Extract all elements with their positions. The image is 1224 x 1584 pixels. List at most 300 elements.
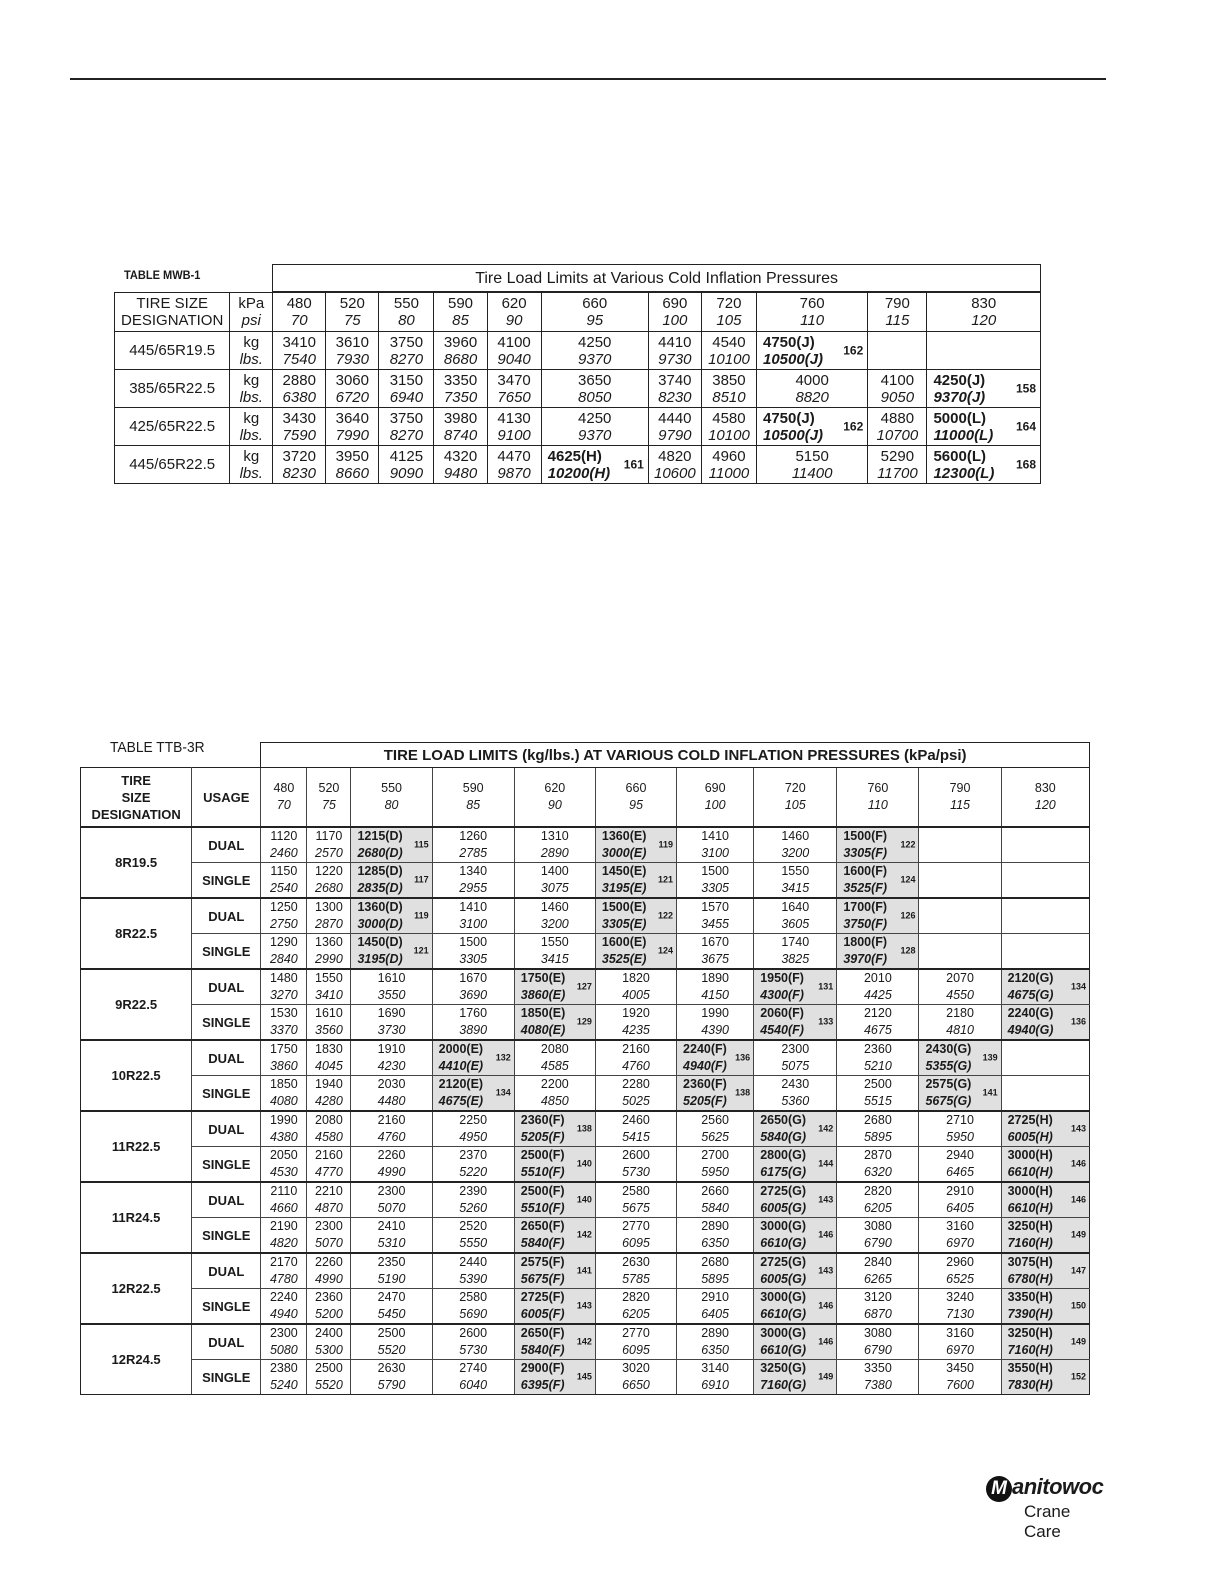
load-lbs: 2870 bbox=[315, 917, 343, 931]
pressure-kpa: 590 bbox=[462, 781, 484, 795]
load-kg: 2200 bbox=[540, 1077, 569, 1091]
mwb-pressure-header bbox=[326, 292, 379, 332]
load-lbs: 3270 bbox=[269, 988, 298, 1002]
pressure-psi: 120 bbox=[1034, 798, 1056, 812]
load-lbs: 9870 bbox=[497, 464, 531, 482]
ttb-load-cell bbox=[595, 1360, 676, 1395]
load-lbs: 10500(J) bbox=[763, 350, 824, 368]
load-kg: 2410 bbox=[377, 1219, 406, 1233]
ttb-load-cell bbox=[261, 898, 307, 934]
ttb-load-cell bbox=[677, 863, 754, 899]
load-lbs: 7650 bbox=[497, 388, 531, 406]
load-lbs: 4675(E) bbox=[438, 1094, 484, 1108]
pressure-psi: 80 bbox=[398, 312, 415, 329]
header-label-designation: DESIGNATION bbox=[91, 806, 181, 822]
load-lbs: 3100 bbox=[459, 917, 488, 931]
load-lbs: 4410(E) bbox=[438, 1059, 484, 1073]
ttb-rated-load-cell bbox=[351, 863, 432, 899]
load-lbs: 6005(G) bbox=[760, 1272, 807, 1286]
load-lbs: 4540(F) bbox=[760, 1023, 804, 1037]
load-kg: 2680 bbox=[701, 1255, 730, 1269]
load-lbs: 4580 bbox=[315, 1130, 343, 1144]
mwb-load-cell bbox=[868, 408, 927, 446]
ttb-rated-load-cell bbox=[351, 934, 432, 970]
load-index: 142 bbox=[576, 1229, 592, 1240]
load-index: 141 bbox=[982, 1087, 998, 1098]
load-kg: 2240(G) bbox=[1007, 1006, 1054, 1020]
ttb-load-cell bbox=[919, 1360, 1001, 1395]
load-kg: 2240(F) bbox=[683, 1042, 727, 1056]
load-kg: 3000(H) bbox=[1007, 1148, 1053, 1162]
load-kg: 2120(G) bbox=[1007, 971, 1054, 985]
ttb-load-cell bbox=[677, 1324, 754, 1360]
ttb-table-row bbox=[81, 1289, 1090, 1325]
load-lbs: 8740 bbox=[443, 426, 478, 444]
load-lbs: 5070 bbox=[377, 1201, 406, 1215]
load-kg: 1750 bbox=[269, 1042, 298, 1056]
ttb-rated-load-cell bbox=[514, 1005, 595, 1041]
load-index: 138 bbox=[576, 1123, 592, 1134]
ttb-load-cell bbox=[351, 1218, 432, 1254]
load-lbs: 9100 bbox=[497, 426, 531, 444]
header-label-size: SIZE bbox=[121, 789, 151, 805]
load-kg: 1600(E) bbox=[601, 935, 647, 949]
load-kg: 2190 bbox=[269, 1219, 298, 1233]
load-kg: 3430 bbox=[282, 409, 316, 427]
load-index: 141 bbox=[576, 1265, 592, 1276]
pressure-psi: 115 bbox=[885, 312, 910, 329]
load-lbs: 6610(H) bbox=[1007, 1165, 1053, 1179]
load-lbs: 8820 bbox=[795, 388, 829, 406]
load-lbs: 10700 bbox=[876, 426, 919, 444]
load-lbs: 5675(G) bbox=[925, 1094, 972, 1108]
ttb-rated-load-cell bbox=[514, 1324, 595, 1360]
load-lbs: 5730 bbox=[459, 1343, 488, 1357]
load-lbs: 7390(H) bbox=[1007, 1307, 1053, 1321]
ttb-table-row bbox=[81, 827, 1090, 863]
mwb-rated-load-cell bbox=[927, 446, 1041, 484]
load-kg: 3250(H) bbox=[1007, 1219, 1053, 1233]
load-lbs: 5075 bbox=[781, 1059, 810, 1073]
ttb-load-cell bbox=[919, 1147, 1001, 1183]
load-kg: 2360 bbox=[863, 1042, 892, 1056]
mwb-tire-size: 445/65R19.5 bbox=[115, 332, 230, 370]
load-kg: 1290 bbox=[269, 935, 298, 949]
ttb-rated-load-cell bbox=[1001, 1111, 1089, 1147]
ttb-load-cell bbox=[837, 1005, 919, 1041]
ttb-load-cell bbox=[595, 1289, 676, 1325]
load-lbs: 5355(G) bbox=[925, 1059, 972, 1073]
ttb-pressure-header bbox=[514, 768, 595, 828]
ttb-load-cell bbox=[754, 1076, 837, 1112]
load-kg: 2725(G) bbox=[760, 1184, 807, 1198]
ttb-load-cell bbox=[754, 898, 837, 934]
mwb-load-cell bbox=[757, 370, 868, 408]
load-kg: 2280 bbox=[622, 1077, 650, 1091]
load-kg: 2250 bbox=[459, 1113, 488, 1127]
mwb-load-cell bbox=[434, 408, 487, 446]
ttb-table-row bbox=[81, 898, 1090, 934]
ttb-load-cell bbox=[261, 969, 307, 1005]
load-lbs: 4940(F) bbox=[683, 1059, 727, 1073]
pressure-kpa: 720 bbox=[716, 295, 742, 312]
load-kg: 2350 bbox=[377, 1255, 406, 1269]
header-label-tire: TIRE bbox=[121, 772, 151, 788]
load-lbs: 5205(F) bbox=[683, 1094, 727, 1108]
load-index: 124 bbox=[658, 945, 674, 956]
load-kg: 4470 bbox=[497, 447, 531, 465]
load-lbs: 3560 bbox=[315, 1023, 343, 1037]
ttb-usage: SINGLE bbox=[192, 1218, 261, 1254]
load-index: 164 bbox=[1015, 419, 1036, 433]
load-kg: 2360(F) bbox=[520, 1113, 565, 1127]
pressure-kpa: 620 bbox=[544, 781, 566, 795]
load-lbs: 9040 bbox=[497, 350, 531, 368]
load-kg: 2080 bbox=[315, 1113, 343, 1127]
unit-kg: kg bbox=[243, 333, 260, 351]
ttb-load-cell bbox=[307, 1360, 351, 1395]
ttb-usage: DUAL bbox=[192, 1324, 261, 1360]
ttb-load-cell bbox=[307, 934, 351, 970]
load-lbs: 3305 bbox=[701, 881, 730, 895]
load-kg: 2500 bbox=[377, 1326, 406, 1340]
load-kg: 3075(H) bbox=[1007, 1255, 1053, 1269]
load-kg: 2080 bbox=[540, 1042, 569, 1056]
mwb-load-cell bbox=[326, 370, 379, 408]
ttb-load-cell bbox=[261, 1324, 307, 1360]
load-lbs: 6205 bbox=[622, 1307, 650, 1321]
load-lbs: 6095 bbox=[622, 1236, 650, 1250]
pressure-kpa: 690 bbox=[704, 781, 726, 795]
mwb-load-cell bbox=[326, 332, 379, 370]
load-kg: 3720 bbox=[282, 447, 316, 465]
load-index: 147 bbox=[1070, 1265, 1086, 1276]
load-kg: 1570 bbox=[701, 900, 730, 914]
load-kg: 4750(J) bbox=[763, 333, 815, 351]
load-index: 146 bbox=[818, 1336, 834, 1347]
load-kg: 2840 bbox=[863, 1255, 892, 1269]
load-lbs: 6265 bbox=[863, 1272, 892, 1286]
ttb-load-cell bbox=[1001, 898, 1089, 934]
load-lbs: 3890 bbox=[459, 1023, 488, 1037]
ttb-load-cell bbox=[432, 827, 514, 863]
load-lbs: 6405 bbox=[701, 1307, 730, 1321]
ttb-load-cell bbox=[677, 1289, 754, 1325]
load-kg: 2680 bbox=[863, 1113, 892, 1127]
load-kg: 3000(G) bbox=[760, 1290, 807, 1304]
ttb-table-row bbox=[81, 863, 1090, 899]
load-index: 142 bbox=[576, 1336, 592, 1347]
load-lbs: 3195(D) bbox=[357, 952, 403, 966]
mwb-load-cell bbox=[701, 332, 756, 370]
load-index: 122 bbox=[658, 910, 674, 921]
load-lbs: 5515 bbox=[863, 1094, 892, 1108]
pressure-psi: 105 bbox=[784, 798, 806, 812]
load-index: 146 bbox=[818, 1229, 834, 1240]
ttb-load-cell bbox=[351, 1076, 432, 1112]
load-kg: 3410 bbox=[282, 333, 316, 351]
table-mwb-1 bbox=[114, 264, 1041, 484]
ttb-table-row bbox=[81, 1040, 1090, 1076]
mwb-title-row bbox=[115, 265, 1041, 293]
load-kg: 4250(J) bbox=[933, 371, 986, 389]
ttb-load-cell bbox=[919, 1218, 1001, 1254]
load-lbs: 8050 bbox=[578, 388, 612, 406]
ttb-load-cell bbox=[351, 1360, 432, 1395]
ttb-rated-load-cell bbox=[754, 969, 837, 1005]
ttb-tire-size: 12R22.5 bbox=[81, 1253, 192, 1324]
load-lbs: 4045 bbox=[315, 1059, 343, 1073]
ttb-load-cell bbox=[677, 1147, 754, 1183]
pressure-kpa: 480 bbox=[286, 295, 312, 312]
load-kg: 1340 bbox=[459, 864, 488, 878]
load-kg: 3470 bbox=[497, 371, 531, 389]
load-kg: 3000(G) bbox=[760, 1219, 807, 1233]
load-lbs: 7540 bbox=[282, 350, 316, 368]
ttb-load-cell bbox=[514, 827, 595, 863]
load-kg: 2360 bbox=[315, 1290, 343, 1304]
load-lbs: 5690 bbox=[459, 1307, 488, 1321]
ttb-rated-load-cell bbox=[432, 1040, 514, 1076]
load-index: 149 bbox=[1070, 1229, 1086, 1240]
ttb-rated-load-cell bbox=[837, 934, 919, 970]
load-kg: 1550 bbox=[781, 864, 810, 878]
ttb-rated-load-cell bbox=[595, 827, 676, 863]
ttb-rated-load-cell bbox=[919, 1076, 1001, 1112]
load-kg: 2820 bbox=[622, 1290, 650, 1304]
load-kg: 2500(F) bbox=[520, 1148, 565, 1162]
load-kg: 3240 bbox=[946, 1290, 974, 1304]
load-kg: 2240 bbox=[269, 1290, 298, 1304]
pressure-kpa: 830 bbox=[971, 295, 997, 312]
load-kg: 3250(G) bbox=[760, 1361, 807, 1375]
load-kg: 2460 bbox=[622, 1113, 650, 1127]
load-index: 132 bbox=[495, 1052, 511, 1063]
unit-lbs: lbs. bbox=[239, 388, 263, 406]
mwb-load-cell bbox=[648, 370, 701, 408]
ttb-load-cell bbox=[432, 1253, 514, 1289]
load-lbs: 3690 bbox=[459, 988, 488, 1002]
mwb-table-row bbox=[115, 408, 1041, 446]
load-kg: 2110 bbox=[270, 1184, 298, 1198]
table-mwb-label: TABLE MWB-1 bbox=[124, 268, 201, 282]
mwb-load-cell bbox=[868, 446, 927, 484]
load-kg: 2880 bbox=[282, 371, 316, 389]
load-lbs: 3000(D) bbox=[357, 917, 403, 931]
load-lbs: 9370(J) bbox=[933, 388, 986, 406]
load-lbs: 6005(H) bbox=[1007, 1130, 1053, 1144]
ttb-rated-load-cell bbox=[754, 1182, 837, 1218]
load-lbs: 9480 bbox=[443, 464, 478, 482]
load-kg: 1360(E) bbox=[601, 829, 647, 843]
mwb-title: Tire Load Limits at Various Cold Inflation Pressures bbox=[273, 265, 1041, 293]
load-kg: 1300 bbox=[315, 900, 343, 914]
load-lbs: 4940(G) bbox=[1007, 1023, 1054, 1037]
load-lbs: 5070 bbox=[315, 1236, 343, 1250]
load-kg: 2725(H) bbox=[1007, 1113, 1053, 1127]
pressure-psi: 105 bbox=[716, 312, 742, 329]
load-lbs: 6350 bbox=[701, 1343, 730, 1357]
pressure-psi: 70 bbox=[290, 312, 308, 329]
pressure-kpa: 550 bbox=[381, 781, 402, 795]
load-kg: 2400 bbox=[315, 1326, 343, 1340]
load-lbs: 11000(L) bbox=[933, 426, 994, 444]
load-lbs: 5260 bbox=[459, 1201, 488, 1215]
load-lbs: 6650 bbox=[622, 1378, 650, 1392]
load-lbs: 5840(F) bbox=[520, 1343, 565, 1357]
load-lbs: 3305(F) bbox=[843, 846, 888, 860]
manitowoc-crane-care-logo bbox=[986, 1474, 1106, 1541]
mwb-pressure-header bbox=[701, 292, 756, 332]
load-lbs: 4080 bbox=[269, 1094, 298, 1108]
load-kg: 1410 bbox=[459, 900, 488, 914]
mwb-corner bbox=[115, 265, 273, 293]
ttb-rated-load-cell bbox=[754, 1111, 837, 1147]
load-lbs: 9370 bbox=[578, 350, 612, 368]
load-lbs: 5510(F) bbox=[520, 1201, 565, 1215]
ttb-load-cell bbox=[432, 898, 514, 934]
load-lbs: 4425 bbox=[863, 988, 892, 1002]
ttb-load-cell bbox=[595, 1040, 676, 1076]
ttb-rated-load-cell bbox=[837, 827, 919, 863]
load-index: 119 bbox=[414, 910, 429, 921]
ttb-load-cell bbox=[261, 1111, 307, 1147]
ttb-table-row bbox=[81, 1076, 1090, 1112]
load-kg: 3550(H) bbox=[1007, 1361, 1053, 1375]
ttb-load-cell bbox=[432, 934, 514, 970]
load-lbs: 10500(J) bbox=[763, 426, 824, 444]
load-lbs: 5895 bbox=[863, 1130, 892, 1144]
load-lbs: 3415 bbox=[540, 952, 569, 966]
ttb-load-cell bbox=[432, 1218, 514, 1254]
ttb-load-cell bbox=[514, 1076, 595, 1112]
load-lbs: 4280 bbox=[315, 1094, 343, 1108]
load-kg: 2260 bbox=[377, 1148, 406, 1162]
ttb-load-cell bbox=[919, 1324, 1001, 1360]
ttb-load-cell bbox=[307, 1324, 351, 1360]
load-lbs: 3605 bbox=[781, 917, 810, 931]
load-lbs: 2840 bbox=[269, 952, 298, 966]
load-kg: 3750 bbox=[389, 409, 424, 427]
load-index: 143 bbox=[818, 1194, 834, 1205]
ttb-table-row bbox=[81, 1218, 1090, 1254]
ttb-load-cell bbox=[351, 1182, 432, 1218]
load-kg: 1120 bbox=[270, 829, 298, 843]
ttb-rated-load-cell bbox=[1001, 969, 1089, 1005]
load-lbs: 3525(F) bbox=[843, 881, 888, 895]
load-kg: 4820 bbox=[658, 447, 692, 465]
ttb-usage: SINGLE bbox=[192, 1076, 261, 1112]
load-lbs: 5240 bbox=[269, 1378, 298, 1392]
ttb-load-cell bbox=[677, 1111, 754, 1147]
mwb-tire-size: 425/65R22.5 bbox=[115, 408, 230, 446]
load-lbs: 6465 bbox=[946, 1165, 974, 1179]
header-label-tire-size: TIRE SIZE bbox=[136, 294, 209, 312]
ttb-tire-size: 8R19.5 bbox=[81, 827, 192, 898]
unit-lbs: lbs. bbox=[239, 426, 263, 444]
ttb-rated-load-cell bbox=[514, 1218, 595, 1254]
load-kg: 3000(H) bbox=[1007, 1184, 1053, 1198]
ttb-load-cell bbox=[677, 898, 754, 934]
load-kg: 2180 bbox=[946, 1006, 974, 1020]
ttb-tire-size: 12R24.5 bbox=[81, 1324, 192, 1395]
load-lbs: 5840(F) bbox=[520, 1236, 565, 1250]
load-lbs: 6350 bbox=[701, 1236, 730, 1250]
ttb-load-cell bbox=[754, 827, 837, 863]
load-lbs: 6970 bbox=[946, 1236, 974, 1250]
load-index: 146 bbox=[818, 1300, 834, 1311]
load-kg: 3350(H) bbox=[1007, 1290, 1053, 1304]
mwb-load-cell bbox=[541, 332, 648, 370]
load-kg: 4580 bbox=[712, 409, 746, 427]
load-kg: 2370 bbox=[459, 1148, 488, 1162]
load-kg: 1500(E) bbox=[601, 900, 647, 914]
load-lbs: 11400 bbox=[791, 464, 833, 482]
load-lbs: 5895 bbox=[701, 1272, 730, 1286]
load-kg: 2030 bbox=[377, 1077, 406, 1091]
load-lbs: 4990 bbox=[315, 1272, 343, 1286]
ttb-load-cell bbox=[351, 969, 432, 1005]
mwb-load-cell bbox=[434, 446, 487, 484]
load-kg: 3950 bbox=[335, 447, 369, 465]
ttb-pressure-header bbox=[261, 768, 307, 828]
ttb-rated-load-cell bbox=[514, 1182, 595, 1218]
load-kg: 1550 bbox=[315, 971, 343, 985]
load-kg: 1760 bbox=[459, 1006, 488, 1020]
load-index: 136 bbox=[1070, 1016, 1086, 1027]
mwb-pressure-header bbox=[648, 292, 701, 332]
load-index: 119 bbox=[658, 839, 674, 850]
load-kg: 1990 bbox=[701, 1006, 730, 1020]
load-kg: 1285(D) bbox=[357, 864, 403, 878]
load-kg: 1670 bbox=[459, 971, 488, 985]
ttb-load-cell bbox=[432, 1005, 514, 1041]
ttb-load-cell bbox=[837, 1182, 919, 1218]
ttb-rated-load-cell bbox=[837, 863, 919, 899]
load-lbs: 5675(F) bbox=[520, 1272, 565, 1286]
ttb-table-row bbox=[81, 1360, 1090, 1395]
load-lbs: 3200 bbox=[540, 917, 569, 931]
load-lbs: 4585 bbox=[540, 1059, 569, 1073]
load-lbs: 10600 bbox=[653, 464, 696, 482]
load-kg: 2740 bbox=[459, 1361, 488, 1375]
table-ttb-label: TABLE TTB-3R bbox=[110, 739, 205, 756]
ttb-usage: SINGLE bbox=[192, 1005, 261, 1041]
load-kg: 2725(G) bbox=[760, 1255, 807, 1269]
load-lbs: 5520 bbox=[315, 1378, 343, 1392]
ttb-load-cell bbox=[261, 1253, 307, 1289]
load-kg: 2770 bbox=[622, 1219, 650, 1233]
ttb-size-header bbox=[81, 768, 192, 828]
mwb-pressure-header bbox=[757, 292, 868, 332]
mwb-load-cell bbox=[701, 408, 756, 446]
ttb-tire-size: 10R22.5 bbox=[81, 1040, 192, 1111]
mwb-load-cell bbox=[434, 370, 487, 408]
load-kg: 1450(E) bbox=[601, 864, 647, 878]
ttb-table-row bbox=[81, 1182, 1090, 1218]
load-kg: 1550 bbox=[540, 935, 569, 949]
load-kg: 1610 bbox=[377, 971, 406, 985]
load-lbs: 6205 bbox=[863, 1201, 892, 1215]
ttb-load-cell bbox=[351, 1040, 432, 1076]
load-index: 149 bbox=[818, 1371, 834, 1382]
load-kg: 1850(E) bbox=[520, 1006, 566, 1020]
ttb-load-cell bbox=[261, 1076, 307, 1112]
load-kg: 2300 bbox=[315, 1219, 343, 1233]
load-index: 127 bbox=[576, 981, 592, 992]
load-kg: 2725(F) bbox=[520, 1290, 565, 1304]
ttb-load-cell bbox=[432, 1182, 514, 1218]
